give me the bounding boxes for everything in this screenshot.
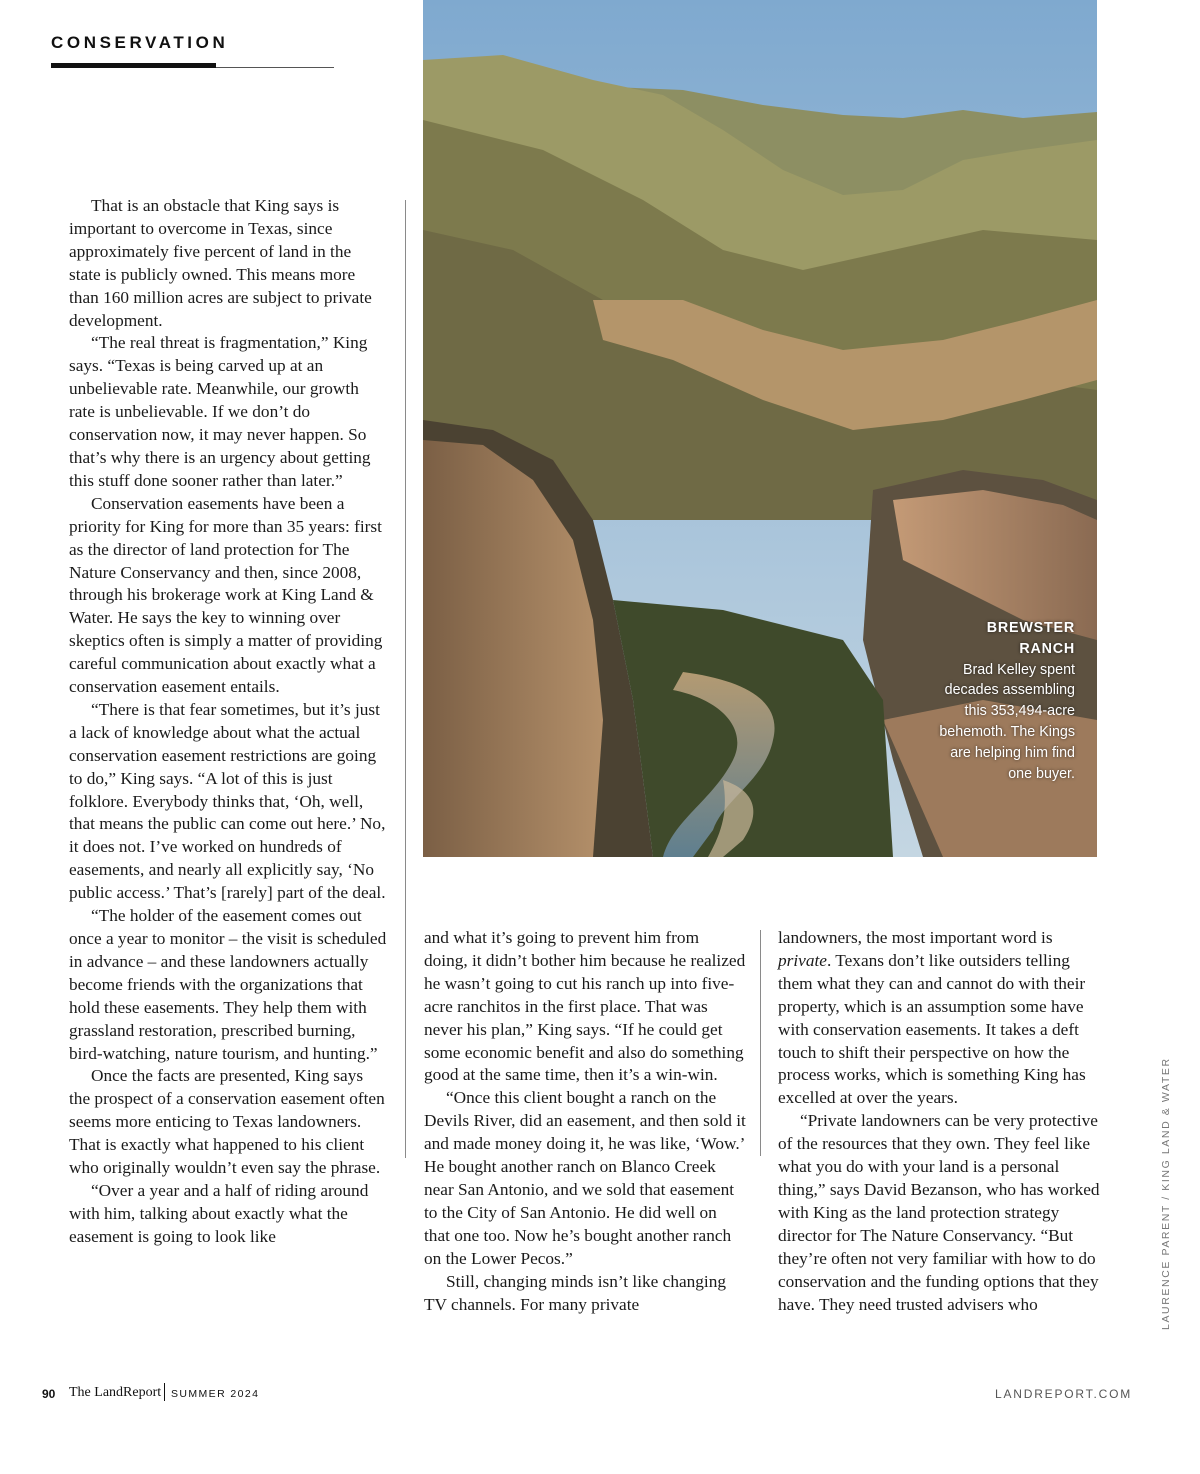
- footer-separator: [164, 1383, 165, 1401]
- paragraph: and what it’s going to prevent him from doing, it didn’t bother him because he realized he wasn’t going to cut his ranch up into five-acre ranchitos in the first place. That was never his plan,” King says. “If he could get some economic benefit and also do something good at the same time, then it’s a win-win.: [424, 928, 746, 1085]
- article-column-3: [778, 927, 1100, 1316]
- paragraph: Still, changing minds isn’t like changing TV channels. For many private: [424, 1271, 727, 1314]
- section-rule-thick: [51, 63, 216, 68]
- paragraph: Once the facts are presented, King says the prospect of a conservation easement often seems more enticing to Texas landowners. That is exactly what happened to his client who originally wouldn’t even say the phrase.: [69, 1066, 385, 1178]
- paragraph: “Over a year and a half of riding around with him, talking about exactly what the easement is going to look like: [69, 1180, 369, 1246]
- paragraph: “The holder of the easement comes out once a year to monitor – the visit is scheduled in advance – and these landowners actually become friends with the organizations that hold these easements. They help them with grassland restoration, prescribed burning, bird-watching, nature tourism, and hunting.”: [69, 906, 387, 1063]
- paragraph: [778, 927, 1100, 1110]
- magazine-name: The LandReport: [69, 1385, 162, 1400]
- article-column-2: [424, 927, 746, 1316]
- emphasis: private: [778, 950, 827, 970]
- website-url: LANDREPORT.COM: [995, 1387, 1132, 1401]
- article-column-1: [69, 195, 387, 1249]
- paragraph: “There is that fear sometimes, but it’s just a lack of knowledge about what the actual conservation easement restrictions are going to do,” King says. “A lot of this is just folklore. Everybody thinks that, ‘Oh, well, that means the public can come out here.’ No, it does not. I’ve worked on hundreds of easements, and nearly all explicitly say, ‘No public access.’ That’s [rarely] part of the deal.: [69, 699, 386, 903]
- caption-body: Brad Kelley spent decades assembling this 353,494-acre behemoth. The Kings are helping him find one buyer.: [939, 661, 1075, 782]
- issue-date: SUMMER 2024: [171, 1388, 260, 1400]
- page-number: 90: [42, 1387, 56, 1401]
- paragraph: Conservation easements have been a priority for King for more than 35 years: first as the director of land protection for The Nature Conservancy and then, since 2008, through his brokerage work at King Land & Water. He says the key to winning over skeptics often is simply a matter of providing careful communication about exactly what a conservation easement entails.: [69, 493, 383, 697]
- paragraph: “Private landowners can be very protective of the resources that they own. They feel like what you do with your land is a personal thing,” says David Bezanson, who has worked with King as the land protection strategy director for The Nature Conservancy. “But they’re often not very familiar with how to do conservation and the funding options that they have. They need trusted advisers who: [778, 1111, 1100, 1314]
- text-run: . Texans don’t like outsiders telling them what they can and cannot do with their property, which is an assumption some have with conservation easements. It takes a deft touch to shift their perspective on how the process works, which is something King has excelled at over the years.: [778, 950, 1086, 1108]
- paragraph: “The real threat is fragmentation,” King says. “Texas is being carved up at an unbelievable rate. Meanwhile, our growth rate is unbelievable. If we don’t do conservation now, it may never happen. So that’s why there is an urgency about getting this stuff done sooner rather than later.”: [69, 333, 371, 490]
- caption-title: RANCH: [1019, 640, 1075, 657]
- photo-credit: LAURENCE PARENT / KING LAND & WATER: [1160, 1057, 1172, 1330]
- column-divider: [760, 930, 761, 1156]
- section-rule-thin: [216, 67, 334, 68]
- paragraph: That is an obstacle that King says is important to overcome in Texas, since approximately five percent of land in the state is publicly owned. This means more than 160 million acres are subject to private development.: [69, 196, 372, 330]
- photo-caption: [935, 618, 1075, 784]
- column-divider: [405, 200, 406, 1158]
- text-run: landowners, the most important word is: [778, 928, 1053, 947]
- caption-title: BREWSTER: [986, 620, 1075, 636]
- paragraph: “Once this client bought a ranch on the Devils River, did an easement, and then sold it and made money doing it, he was like, ‘Wow.’ He bought another ranch on Blanco Creek near San Antonio, and we sold that easement to the City of San Antonio. He did well on that one too. Now he’s bought another ranch on the Lower Pecos.”: [424, 1088, 746, 1268]
- section-label: CONSERVATION: [51, 33, 229, 52]
